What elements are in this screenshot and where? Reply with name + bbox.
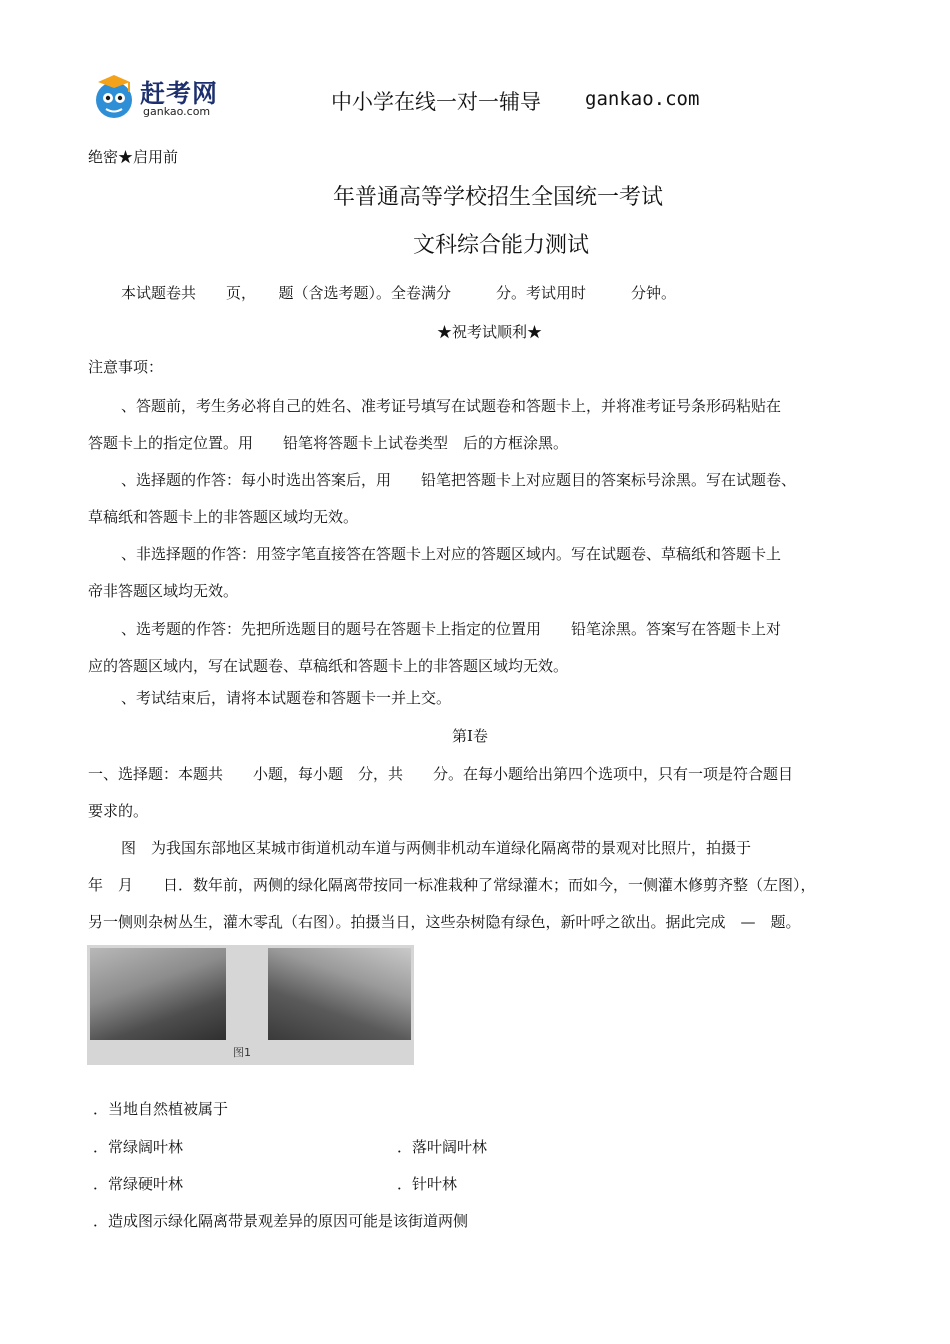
- exam-title: 年普通高等学校招生全国统一考试: [333, 185, 664, 210]
- option-b[interactable]: ．落叶阔叶林: [397, 1138, 488, 1156]
- option-d[interactable]: ．针叶林: [397, 1175, 458, 1193]
- figure-caption: 图1: [233, 1046, 251, 1059]
- option-a[interactable]: ．常绿阔叶林: [93, 1138, 184, 1156]
- note-line: 、非选择题的作答：用签字笔直接答在答题卡上对应的答题区域内。写在试题卷、草稿纸和答题卡上: [121, 545, 782, 563]
- material-line: 图 为我国东部地区某城市街道机动车道与两侧非机动车道绿化隔离带的景观对比照片，拍摄于: [121, 839, 752, 857]
- note-line: 草稿纸和答题卡上的非答题区域均无效。: [88, 508, 359, 526]
- figure-photo: [87, 945, 414, 1065]
- photo-left-trimmed-shrubs: [90, 948, 226, 1040]
- site-logo[interactable]: [88, 72, 233, 124]
- volume-heading: 第Ⅰ卷: [452, 727, 488, 745]
- secret-label: 绝密★启用前: [88, 148, 179, 166]
- note-line: 、选考题的作答：先把所选题目的题号在答题卡上指定的位置用 铅笔涂黑。答案写在答题卡上对: [121, 620, 782, 638]
- note-line: 应的答题区域内，写在试题卷、草稿纸和答题卡上的非答题区域均无效。: [88, 657, 569, 675]
- material-line: 年 月 日．数年前，两侧的绿化隔离带按同一标准栽种了常绿灌木；而如今，一侧灌木修剪齐整（左图），: [88, 876, 816, 894]
- option-c[interactable]: ．常绿硬叶林: [93, 1175, 184, 1193]
- header-slogan: 中小学在线一对一辅导: [331, 90, 541, 114]
- note-line: 、选择题的作答：每小时选出答案后，用 铅笔把答题卡上对应题目的答案标号涂黑。写在试题卷、: [121, 471, 797, 489]
- section-line: 要求的。: [88, 802, 149, 820]
- note-line: 帝非答题区域均无效。: [88, 582, 239, 600]
- exam-subtitle: 文科综合能力测试: [413, 233, 590, 258]
- note-line: 答题卡上的指定位置。用 铅笔将答题卡上试卷类型 后的方框涂黑。: [88, 434, 569, 452]
- logo-mascot-icon: [88, 72, 140, 122]
- logo-text: 赶考网: [140, 79, 219, 108]
- material-line: 另一侧则杂树丛生，灌木零乱（右图）。拍摄当日，这些杂树隐有绿色，新叶呼之欲出。据此完成 — 题。: [88, 913, 801, 931]
- question-1: ．当地自然植被属于: [93, 1100, 229, 1118]
- header-url[interactable]: gankao.com: [585, 88, 700, 110]
- note-line: 、答题前，考生务必将自己的姓名、准考证号填写在试题卷和答题卡上，并将准考证号条形码粘贴在: [121, 397, 782, 415]
- exam-intro: 本试题卷共 页， 题（含选考题）。全卷满分 分。考试用时 分钟。: [121, 284, 677, 302]
- logo-subtext: gankao.com: [143, 105, 211, 118]
- section-line: 一、选择题：本题共 小题，每小题 分，共 分。在每小题给出第四个选项中，只有一项是符合题目: [88, 765, 794, 783]
- question-2: ．造成图示绿化隔离带景观差异的原因可能是该街道两侧: [93, 1212, 469, 1230]
- note-line: 、考试结束后，请将本试题卷和答题卡一并上交。: [121, 689, 452, 707]
- photo-right-messy-trees: [268, 948, 411, 1040]
- notice-heading: 注意事项：: [88, 358, 164, 376]
- good-luck-line: ★祝考试顺利★: [437, 323, 543, 341]
